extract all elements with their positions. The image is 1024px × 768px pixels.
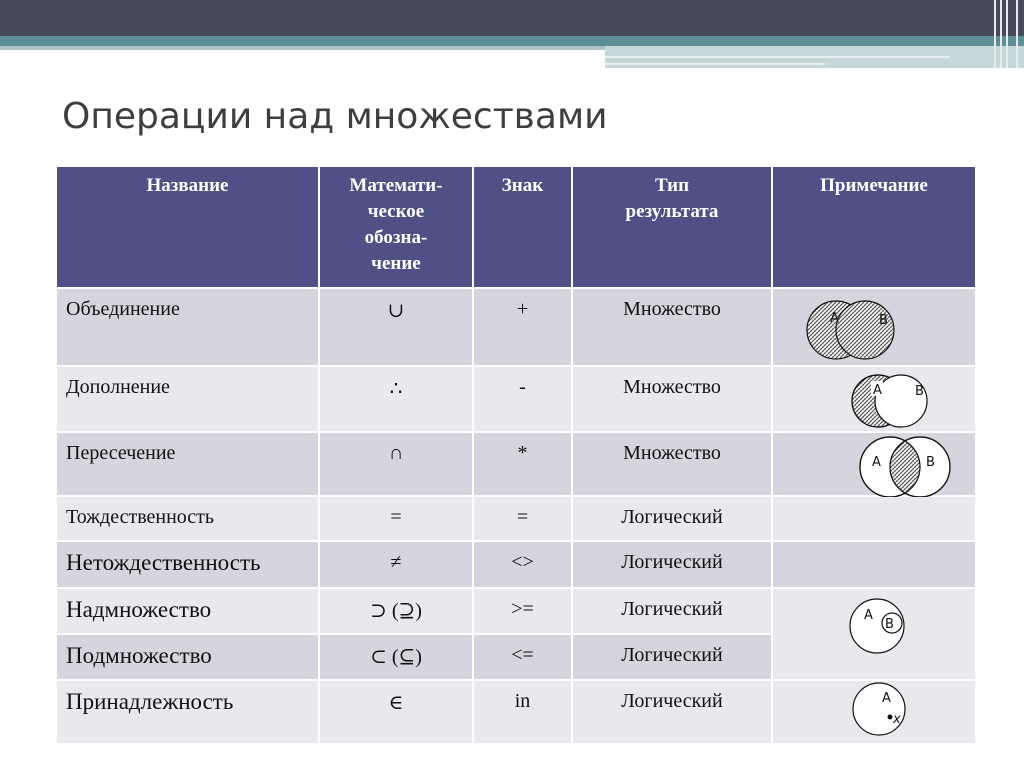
result-type: Логический — [572, 588, 772, 634]
header-math-notation-line: обозна- — [364, 227, 428, 248]
header-result-type-line: Тип — [654, 175, 690, 196]
set-b-label: B — [915, 384, 924, 399]
intersection-venn-icon — [773, 433, 977, 497]
header-band-line — [605, 63, 825, 65]
note-cell — [772, 432, 976, 496]
math-symbol: ∪ — [319, 288, 473, 366]
note-cell — [772, 288, 976, 366]
operation-name: Объединение — [56, 288, 319, 366]
note-cell — [772, 541, 976, 588]
math-symbol: ⊂ (⊆) — [319, 634, 473, 680]
result-type: Множество — [572, 366, 772, 432]
table-header-row — [56, 166, 976, 288]
note-cell — [772, 496, 976, 541]
set-a-label: A — [872, 455, 881, 470]
operator-sign: in — [473, 680, 572, 744]
header-math-notation-line: ческое — [367, 201, 425, 222]
element-x-label: x — [893, 712, 901, 727]
operation-name: Дополнение — [56, 366, 319, 432]
operation-name: Пересечение — [56, 432, 319, 496]
math-symbol: ≠ — [319, 541, 473, 588]
operator-sign: * — [473, 432, 572, 496]
table-row — [56, 432, 976, 496]
operation-name: Принадлежность — [56, 680, 319, 744]
header-result-type — [572, 166, 772, 288]
slide-title: Операции над множествами — [62, 96, 608, 137]
math-symbol: ⊃ (⊇) — [319, 588, 473, 634]
operator-sign: <> — [473, 541, 572, 588]
union-venn-icon — [773, 289, 977, 367]
header-band-dark — [0, 0, 1024, 36]
set-a-label: A — [873, 383, 882, 398]
header-band-line — [605, 56, 950, 58]
set-b-label: B — [885, 617, 894, 632]
operator-sign: <= — [473, 634, 572, 680]
operation-name: Подмножество — [56, 634, 319, 680]
element-point — [888, 715, 893, 720]
operator-sign: + — [473, 288, 572, 366]
note-cell — [772, 588, 976, 680]
result-type: Логический — [572, 680, 772, 744]
result-type: Множество — [572, 288, 772, 366]
header-math-notation-line: Математи- — [349, 175, 443, 196]
table-row — [56, 496, 976, 541]
set-b-label: B — [879, 313, 888, 328]
result-type: Логический — [572, 496, 772, 541]
set-a-label: A — [830, 311, 839, 326]
header-note: Примечание — [772, 166, 976, 288]
operation-name: Тождественность — [56, 496, 319, 541]
table-row — [56, 680, 976, 744]
operator-sign: = — [473, 496, 572, 541]
header-math-notation — [319, 166, 473, 288]
table-row — [56, 366, 976, 432]
math-symbol: ∴ — [319, 366, 473, 432]
header-result-type-line: результата — [625, 201, 719, 222]
math-symbol: ∩ — [319, 432, 473, 496]
header-band-teal — [0, 36, 1024, 46]
table-row — [56, 588, 976, 634]
set-b-label: B — [926, 455, 935, 470]
operation-name: Надмножество — [56, 588, 319, 634]
header-name: Название — [56, 166, 319, 288]
result-type: Логический — [572, 634, 772, 680]
note-cell — [772, 680, 976, 744]
note-cell — [772, 366, 976, 432]
operations-table — [55, 165, 977, 745]
table-row — [56, 541, 976, 588]
operator-sign: >= — [473, 588, 572, 634]
subset-venn-icon — [773, 589, 977, 681]
math-symbol: = — [319, 496, 473, 541]
set-a-label: A — [864, 608, 873, 623]
operation-name: Нетождественность — [56, 541, 319, 588]
math-symbol: ∈ — [319, 680, 473, 744]
header-decor-lines — [990, 0, 1024, 68]
header-math-notation-line: чение — [371, 253, 421, 274]
membership-venn-icon — [773, 681, 977, 745]
result-type: Множество — [572, 432, 772, 496]
complement-venn-icon — [773, 367, 977, 433]
table-row — [56, 288, 976, 366]
result-type: Логический — [572, 541, 772, 588]
operator-sign: - — [473, 366, 572, 432]
set-a-label: A — [882, 691, 891, 706]
header-sign: Знак — [473, 166, 572, 288]
